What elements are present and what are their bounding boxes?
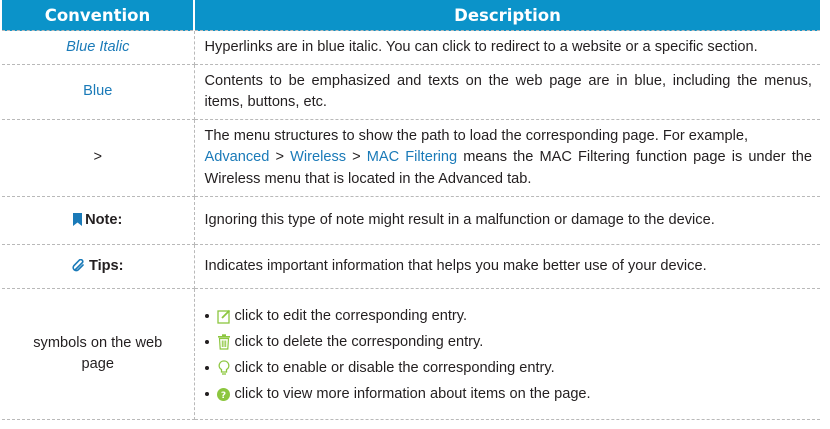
symbol-desc: click to view more information about items on the page. (234, 386, 591, 402)
bullet (205, 314, 209, 318)
paperclip-icon (72, 259, 86, 272)
path-separator: > (269, 149, 291, 166)
arrow-desc-outro: means the MAC Filtering function page is under the Wireless menu that is located in the Advanced tab. (204, 149, 813, 187)
symbol-desc: click to edit the corresponding entry. (234, 308, 468, 324)
convention-note (2, 197, 194, 245)
path-mac-filtering-link: MAC Filtering (366, 149, 458, 166)
description-tips: Indicates important information that helps you make better use of your device. (194, 245, 820, 289)
bullet (205, 366, 209, 370)
path-advanced-link: Advanced (204, 149, 270, 166)
description-blue-italic: Hyperlinks are in blue italic. You can click to redirect to a website or a specific section. (194, 31, 820, 65)
path-wireless-link: Wireless (290, 149, 347, 166)
trash-icon (217, 333, 231, 351)
list-item (205, 381, 813, 407)
header-convention: Convention (2, 0, 194, 31)
bullet (205, 392, 209, 396)
convention-blue-italic: Blue Italic (2, 31, 194, 65)
table-header-row (2, 0, 820, 31)
svg-text:?: ? (220, 390, 227, 401)
list-item (205, 303, 813, 329)
table-row (2, 31, 820, 65)
symbol-desc: click to delete the corresponding entry. (234, 334, 484, 350)
description-blue: Contents to be emphasized and texts on the web page are in blue, including the menus, items, buttons, etc. (194, 65, 820, 120)
arrow-desc-intro: The menu structures to show the path to load the corresponding page. For example, (204, 127, 749, 144)
description-note: Ignoring this type of note might result in a malfunction or damage to the device. (194, 197, 820, 245)
convention-arrow: > (2, 120, 194, 197)
table-row (2, 120, 820, 197)
tips-label: Tips: (88, 257, 124, 274)
table-row (2, 289, 820, 420)
bookmark-icon (73, 213, 82, 226)
description-symbols (194, 289, 820, 420)
convention-tips (2, 245, 194, 289)
note-label: Note: (85, 211, 123, 228)
table-row (2, 245, 820, 289)
bulb-icon (217, 359, 231, 377)
table-row (2, 65, 820, 120)
header-description: Description (194, 0, 820, 31)
convention-blue: Blue (2, 65, 194, 120)
edit-icon (217, 307, 231, 325)
path-separator: > (346, 149, 367, 166)
description-arrow (194, 120, 820, 197)
bullet (205, 340, 209, 344)
symbol-desc: click to enable or disable the corresponding entry. (234, 360, 555, 376)
list-item (205, 329, 813, 355)
symbols-list (205, 303, 813, 407)
conventions-table (2, 0, 820, 420)
list-item (205, 355, 813, 381)
help-icon (217, 385, 231, 403)
convention-symbols: symbols on the web page (2, 289, 194, 420)
table-row (2, 197, 820, 245)
